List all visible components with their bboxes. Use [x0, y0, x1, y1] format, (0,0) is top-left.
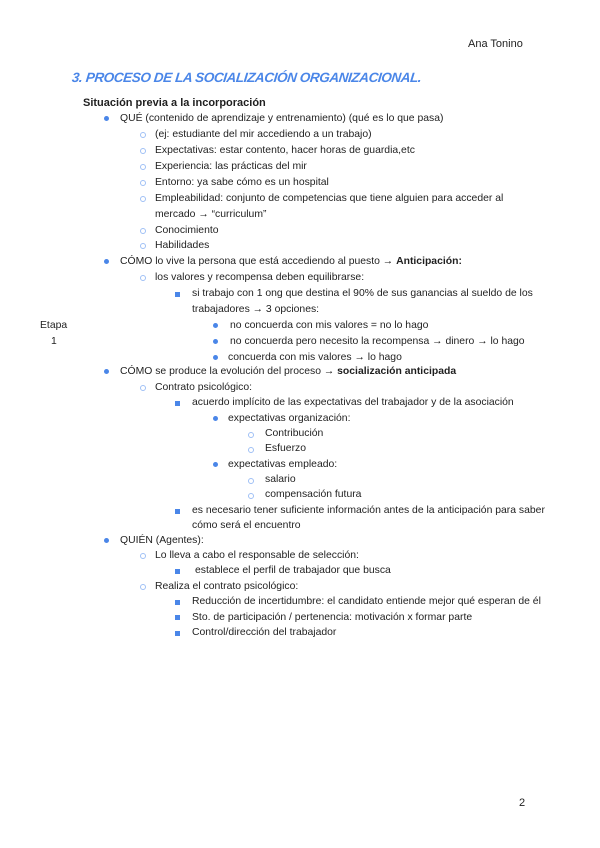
list-item: concuerda con mis valores → lo hago: [228, 352, 402, 363]
disc-bullet-icon: [213, 462, 218, 467]
circle-bullet-icon: [248, 478, 254, 484]
list-item-quien: QUIÉN (Agentes):: [120, 535, 204, 546]
list-item-continuation: trabajadores → 3 opciones:: [192, 304, 320, 315]
circle-bullet-icon: [140, 553, 146, 559]
list-item: es necesario tener suficiente información antes de la anticipación para saber: [192, 505, 545, 516]
list-item: compensación futura: [265, 489, 362, 500]
list-item: Control/dirección del trabajador: [192, 627, 337, 638]
circle-bullet-icon: [248, 493, 254, 499]
square-bullet-icon: [175, 401, 180, 406]
list-item: Empleabilidad: conjunto de competencias que tiene alguien para acceder al: [155, 193, 504, 204]
list-item: (ej: estudiante del mir accediendo a un trabajo): [155, 129, 372, 140]
square-bullet-icon: [175, 569, 180, 574]
circle-bullet-icon: [248, 447, 254, 453]
list-item-que: QUÉ (contenido de aprendizaje y entrenamiento) (qué es lo que pasa): [120, 113, 444, 124]
list-item: Experiencia: las prácticas del mir: [155, 161, 307, 172]
list-item: Conocimiento: [155, 225, 219, 236]
disc-bullet-icon: [213, 339, 218, 344]
square-bullet-icon: [175, 292, 180, 297]
list-item: Entorno: ya sabe cómo es un hospital: [155, 177, 329, 188]
item-emphasis: Anticipación:: [396, 256, 462, 267]
disc-bullet-icon: [104, 116, 109, 121]
circle-bullet-icon: [140, 275, 146, 281]
list-item: no concuerda pero necesito la recompensa → dinero → lo hago: [230, 336, 525, 347]
circle-bullet-icon: [140, 132, 146, 138]
list-item-como-anticipacion: [120, 255, 462, 268]
list-item-continuation: cómo será el encuentro: [192, 520, 301, 531]
list-item: expectativas empleado:: [228, 459, 338, 470]
circle-bullet-icon: [140, 180, 146, 186]
disc-bullet-icon: [104, 538, 109, 543]
list-item: salario: [265, 474, 296, 485]
circle-bullet-icon: [248, 432, 254, 438]
disc-bullet-icon: [104, 369, 109, 374]
margin-note-label: Etapa: [40, 320, 68, 331]
list-item: Sto. de participación / pertenencia: motivación x formar parte: [192, 612, 473, 623]
item-text: CÓMO se produce la evolución del proceso →: [120, 366, 338, 377]
list-item: Reducción de incertidumbre: el candidato entiende mejor qué esperan de él: [192, 596, 541, 607]
subheading: Situación previa a la incorporación: [83, 97, 266, 109]
circle-bullet-icon: [140, 164, 146, 170]
section-heading: 3. PROCESO DE LA SOCIALIZACIÓN ORGANIZACIONAL.: [71, 70, 423, 85]
circle-bullet-icon: [140, 584, 146, 590]
circle-bullet-icon: [140, 148, 146, 154]
circle-bullet-icon: [140, 196, 146, 202]
circle-bullet-icon: [140, 385, 146, 391]
item-text: CÓMO lo vive la persona que está accediendo al puesto →: [120, 256, 397, 267]
square-bullet-icon: [175, 509, 180, 514]
disc-bullet-icon: [213, 323, 218, 328]
item-emphasis: socialización anticipada: [337, 366, 457, 377]
disc-bullet-icon: [104, 259, 109, 264]
page-number: 2: [519, 797, 526, 809]
list-item-continuation: mercado → “curriculum”: [155, 209, 267, 220]
margin-note-number: 1: [51, 336, 57, 347]
list-item: Esfuerzo: [265, 443, 307, 454]
square-bullet-icon: [175, 631, 180, 636]
list-item: Expectativas: estar contento, hacer horas de guardia,etc: [155, 145, 415, 156]
list-item: Contrato psicológico:: [155, 382, 253, 393]
list-item: Realiza el contrato psicológico:: [155, 581, 299, 592]
list-item: si trabajo con 1 ong que destina el 90% de sus ganancias al sueldo de los: [192, 288, 533, 299]
list-item-como-socializacion: [120, 365, 456, 378]
list-item: establece el perfil de trabajador que busca: [195, 565, 391, 576]
list-item: Habilidades: [155, 240, 210, 251]
disc-bullet-icon: [213, 355, 218, 360]
list-item: Lo lleva a cabo el responsable de selección:: [155, 550, 359, 561]
square-bullet-icon: [175, 615, 180, 620]
list-item: no concuerda con mis valores = no lo hago: [230, 320, 429, 331]
list-item: los valores y recompensa deben equilibrarse:: [155, 272, 365, 283]
list-item: acuerdo implícito de las expectativas del trabajador y de la asociación: [192, 397, 514, 408]
author-name: Ana Tonino: [468, 38, 523, 50]
circle-bullet-icon: [140, 228, 146, 234]
list-item: Contribución: [265, 428, 324, 439]
square-bullet-icon: [175, 600, 180, 605]
disc-bullet-icon: [213, 416, 218, 421]
circle-bullet-icon: [140, 243, 146, 249]
list-item: expectativas organización:: [228, 413, 351, 424]
